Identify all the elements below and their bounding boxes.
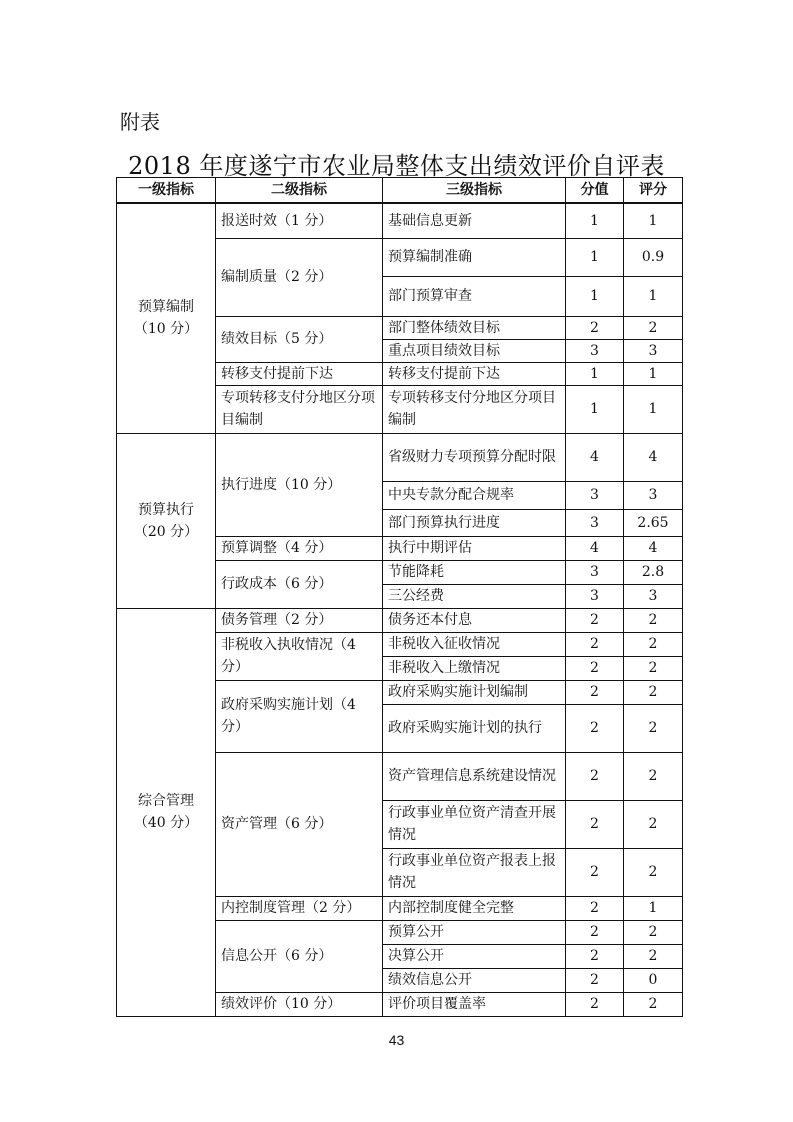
level2-cell: 信息公开（6 分） [216,920,383,992]
rating-cell: 2.65 [624,509,683,536]
score-cell: 2 [566,680,624,704]
level3-cell: 预算公开 [383,920,566,944]
score-cell: 3 [566,560,624,584]
score-cell: 1 [566,362,624,385]
level3-cell: 部门预算审查 [383,276,566,316]
level3-cell: 重点项目绩效目标 [383,339,566,362]
score-cell: 2 [566,608,624,632]
level3-cell: 非税收入上缴情况 [383,656,566,680]
level2-cell: 绩效评价（10 分） [216,992,383,1016]
score-cell: 3 [566,481,624,509]
table-header-row [117,178,683,204]
rating-cell: 4 [624,536,683,560]
level3-cell: 省级财力专项预算分配时限 [383,433,566,481]
level2-cell: 政府采购实施计划（4 分） [216,680,383,752]
level3-cell: 内部控制度健全完整 [383,896,566,920]
level3-cell: 专项转移支付分地区分项目编制 [383,385,566,433]
rating-cell: 2 [624,848,683,896]
rating-cell: 2 [624,632,683,656]
level3-cell: 节能降耗 [383,560,566,584]
level1-budget-exec: 预算执行 （20 分） [117,433,216,608]
rating-cell: 1 [624,362,683,385]
score-cell: 2 [566,656,624,680]
level2-cell: 转移支付提前下达 [216,362,383,385]
score-cell: 2 [566,800,624,848]
level3-cell: 中央专款分配合规率 [383,481,566,509]
page-title: 2018 年度遂宁市农业局整体支出绩效评价自评表 [128,152,665,180]
score-cell: 1 [566,238,624,276]
rating-cell: 2 [624,316,683,339]
level3-cell: 部门预算执行进度 [383,509,566,536]
table-row [117,608,683,632]
rating-cell: 2 [624,800,683,848]
level2-cell: 资产管理（6 分） [216,752,383,896]
evaluation-table [116,177,683,1017]
level3-cell: 基础信息更新 [383,203,566,238]
level2-cell: 预算调整（4 分） [216,536,383,560]
level2-cell: 编制质量（2 分） [216,238,383,316]
rating-cell: 3 [624,481,683,509]
level2-cell: 报送时效（1 分） [216,203,383,238]
score-cell: 2 [566,896,624,920]
level3-cell: 政府采购实施计划编制 [383,680,566,704]
level3-cell: 评价项目覆盖率 [383,992,566,1016]
level2-cell: 债务管理（2 分） [216,608,383,632]
level3-cell: 转移支付提前下达 [383,362,566,385]
level2-cell: 内控制度管理（2 分） [216,896,383,920]
header-score: 分值 [566,178,624,204]
level2-cell: 执行进度（10 分） [216,433,383,536]
rating-cell: 2.8 [624,560,683,584]
score-cell: 1 [566,385,624,433]
header-rating: 评分 [624,178,683,204]
level3-cell: 非税收入征收情况 [383,632,566,656]
level3-cell: 绩效信息公开 [383,968,566,992]
level2-cell: 非税收入执收情况（4 分） [216,632,383,680]
level3-cell: 债务还本付息 [383,608,566,632]
page-number: 43 [388,1032,405,1048]
rating-cell: 0 [624,968,683,992]
level3-cell: 预算编制准确 [383,238,566,276]
level3-cell: 三公经费 [383,584,566,608]
score-cell: 3 [566,584,624,608]
rating-cell: 1 [624,203,683,238]
rating-cell: 2 [624,704,683,752]
rating-cell: 2 [624,680,683,704]
level3-cell: 政府采购实施计划的执行 [383,704,566,752]
score-cell: 2 [566,316,624,339]
score-cell: 3 [566,339,624,362]
score-cell: 2 [566,944,624,968]
level2-cell: 行政成本（6 分） [216,560,383,608]
level3-cell: 资产管理信息系统建设情况 [383,752,566,800]
rating-cell: 1 [624,276,683,316]
rating-cell: 1 [624,896,683,920]
level2-cell: 专项转移支付分地区分项目编制 [216,385,383,433]
level3-cell: 决算公开 [383,944,566,968]
score-cell: 2 [566,848,624,896]
rating-cell: 2 [624,752,683,800]
level3-cell: 行政事业单位资产报表上报情况 [383,848,566,896]
score-cell: 3 [566,509,624,536]
rating-cell: 3 [624,584,683,608]
rating-cell: 2 [624,656,683,680]
rating-cell: 1 [624,385,683,433]
score-cell: 2 [566,752,624,800]
rating-cell: 4 [624,433,683,481]
header-level1: 一级指标 [117,178,216,204]
level3-cell: 部门整体绩效目标 [383,316,566,339]
appendix-label: 附表 [120,110,160,134]
rating-cell: 2 [624,608,683,632]
rating-cell: 3 [624,339,683,362]
rating-cell: 2 [624,992,683,1016]
level1-general-mgmt: 综合管理 （40 分） [117,608,216,1016]
rating-cell: 0.9 [624,238,683,276]
score-cell: 4 [566,536,624,560]
rating-cell: 2 [624,944,683,968]
score-cell: 2 [566,968,624,992]
score-cell: 1 [566,203,624,238]
score-cell: 2 [566,704,624,752]
score-cell: 1 [566,276,624,316]
level3-cell: 执行中期评估 [383,536,566,560]
header-level3: 三级指标 [383,178,566,204]
score-cell: 4 [566,433,624,481]
level3-cell: 行政事业单位资产清查开展情况 [383,800,566,848]
score-cell: 2 [566,632,624,656]
header-level2: 二级指标 [216,178,383,204]
table-row [117,203,683,238]
level2-cell: 绩效目标（5 分） [216,316,383,362]
table-row [117,433,683,481]
score-cell: 2 [566,992,624,1016]
level1-budget-prep: 预算编制 （10 分） [117,203,216,433]
score-cell: 2 [566,920,624,944]
rating-cell: 2 [624,920,683,944]
